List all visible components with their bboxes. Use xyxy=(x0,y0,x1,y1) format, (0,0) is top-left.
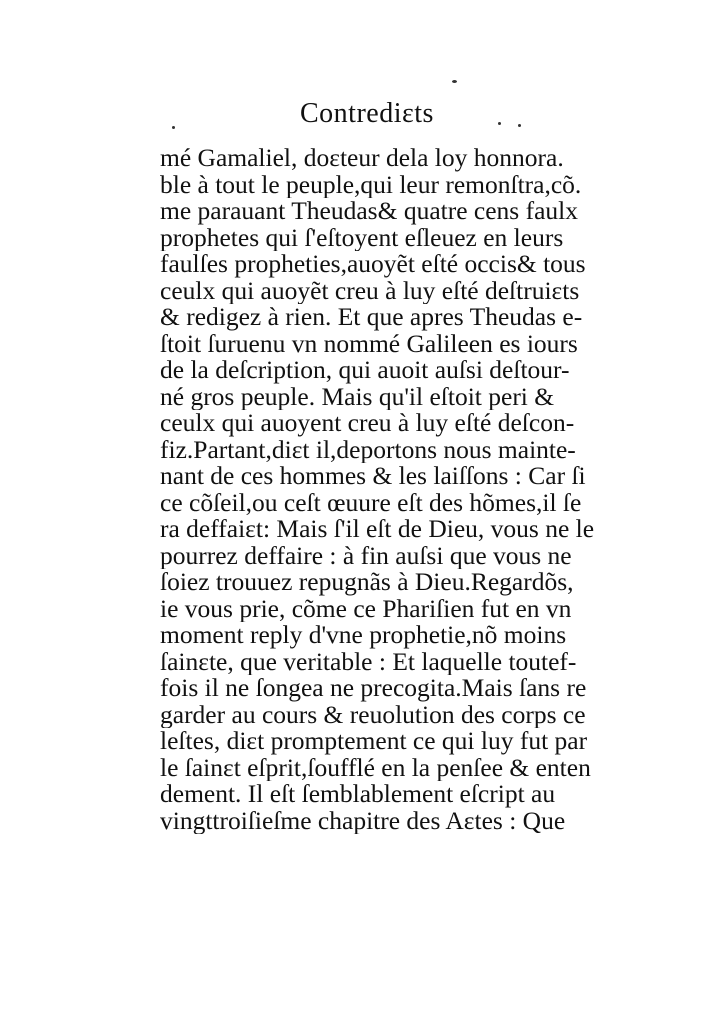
running-head: Contrediɛts xyxy=(300,98,434,129)
text-line: dement. Il eſt ſemblablement eſcript au xyxy=(160,781,556,808)
text-line: garder au cours & reuolution des corps ce xyxy=(160,701,586,728)
text-line: faulſes propheties,auoyẽt eſté occis& tous xyxy=(160,251,586,278)
text-line: fois il ne ſongea ne precogita.Mais ſans re xyxy=(160,675,587,702)
body-text xyxy=(160,145,630,834)
text-line: ceulx qui auoyẽt creu à luy eſté deſtruiɛts xyxy=(160,277,580,304)
text-line: mé Gamaliel, doɛteur dela loy honnora. xyxy=(160,145,564,172)
text-line: ra deffaiɛt: Mais ſ'il eſt de Dieu, vous ne le xyxy=(160,516,595,543)
text-line: moment reply d'vne prophetie,nõ moins xyxy=(160,622,567,649)
text-line: ſtoit ſuruenu vn nommé Galileen es iours xyxy=(160,330,578,357)
text-line: ceulx qui auoyent creu à luy eſté deſcon- xyxy=(160,410,575,437)
text-line: ble à tout le peuple,qui leur remonſtra,cõ. xyxy=(160,171,582,198)
text-line: né gros peuple. Mais qu'il eſtoit peri & xyxy=(160,383,555,410)
ink-speck xyxy=(518,124,521,127)
ink-speck xyxy=(498,122,501,125)
text-line: ce cõſeil,ou ceſt œuure eſt des hõmes,il ſe xyxy=(160,489,582,516)
ink-speck xyxy=(452,80,457,83)
ink-speck xyxy=(172,126,175,129)
text-line: me parauant Theudas& quatre cens faulx xyxy=(160,198,578,225)
text-line: prophetes qui ſ'eſtoyent eſleuez en leurs xyxy=(160,224,564,251)
text-line: ie vous prie, cõme ce Phariſien fut en vn xyxy=(160,595,572,622)
text-line: fiz.Partant,diɛt il,deportons nous mainte- xyxy=(160,436,576,463)
text-line: & redigez à rien. Et que apres Theudas e- xyxy=(160,304,583,331)
text-line: ſainɛte, que veritable : Et laquelle toutef- xyxy=(160,648,577,675)
text-line: pourrez deffaire : à fin auſsi que vous ne xyxy=(160,542,572,569)
text-line: ſoiez trouuez repugnãs à Dieu.Regardõs, xyxy=(160,569,574,596)
text-line: nant de ces hommes & les laiſſons : Car ſi xyxy=(160,463,586,490)
text-line: de la deſcription, qui auoit auſsi deſtour- xyxy=(160,357,570,384)
text-line: le ſainɛt eſprit,ſoufflé en la penſee & enten xyxy=(160,754,591,781)
text-line: vingttroiſieſme chapitre des Aɛtes : Que xyxy=(160,807,566,834)
text-line: leſtes, diɛt promptement ce qui luy fut par xyxy=(160,728,588,755)
